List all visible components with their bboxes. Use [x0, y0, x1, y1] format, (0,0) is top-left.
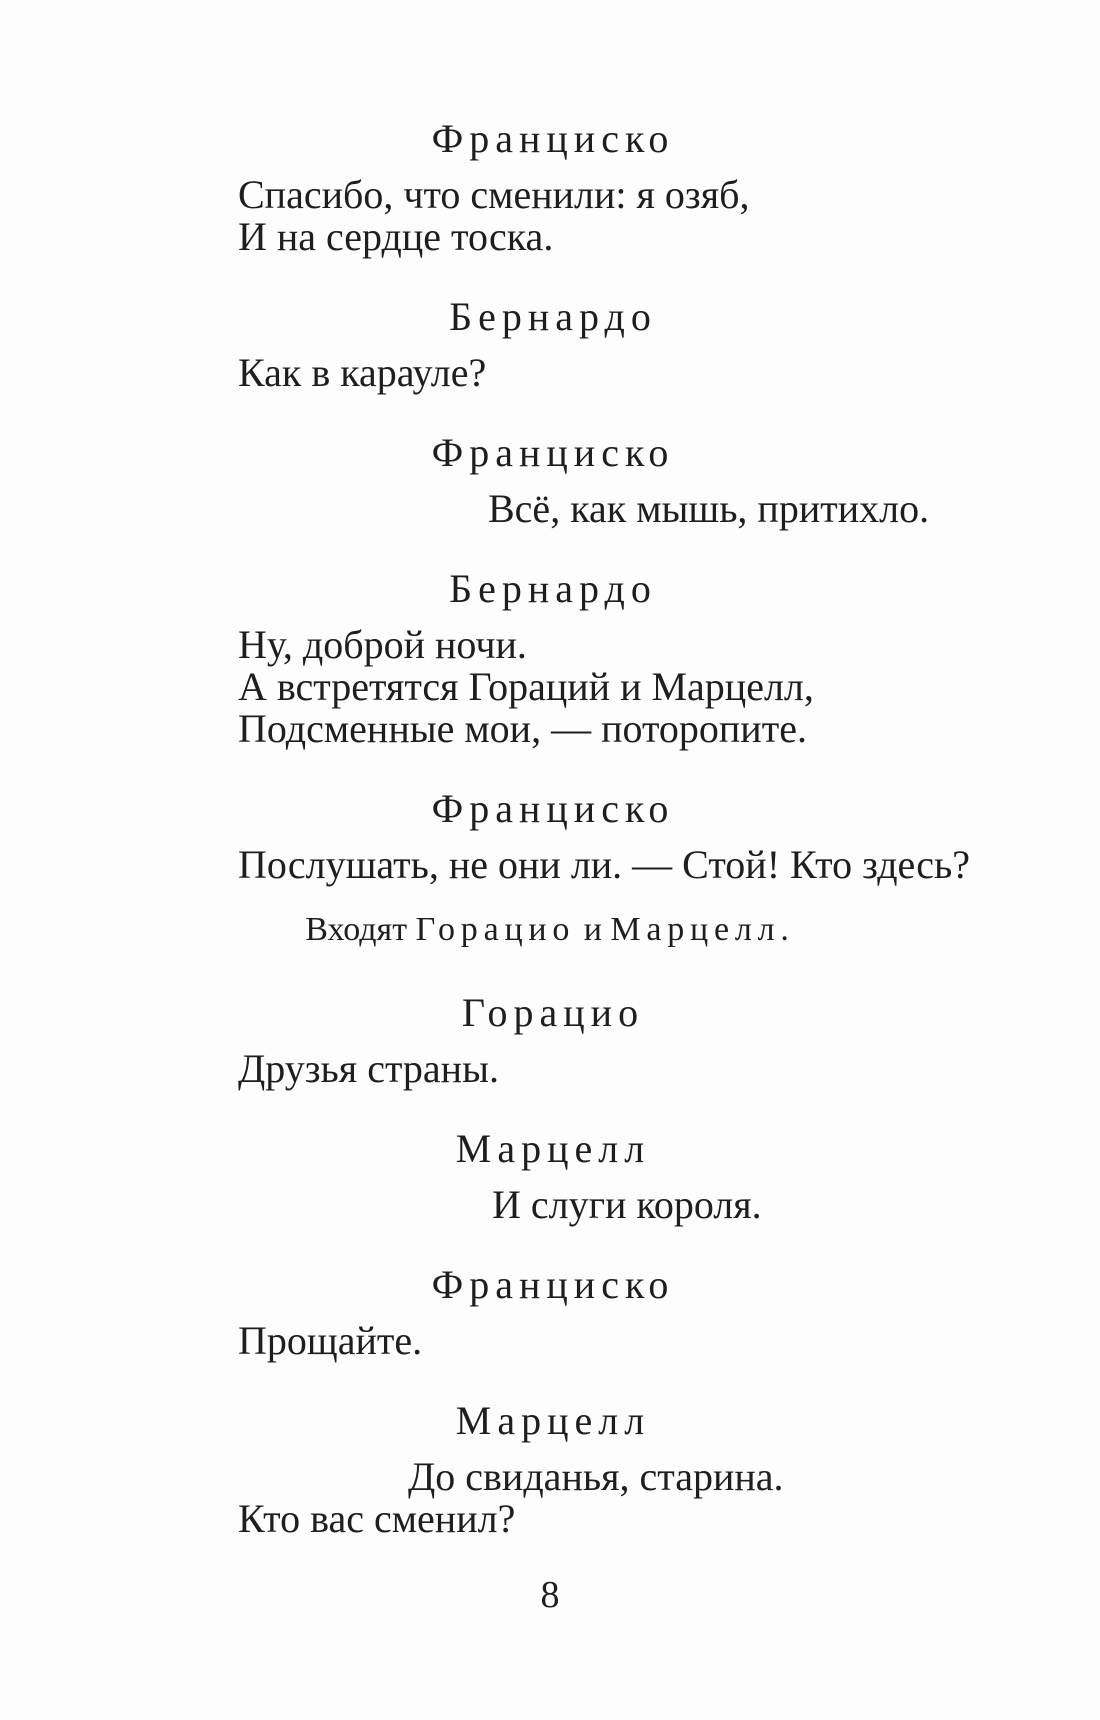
- speaker-name: Франциско: [431, 430, 675, 475]
- verse-block: [0, 1456, 1100, 1540]
- stage-text: и: [575, 911, 611, 948]
- stage-direction: [0, 910, 1100, 950]
- speaker-name: Франциско: [431, 1262, 675, 1307]
- stage-character-name: Горацио: [415, 911, 576, 948]
- verse-line: И на сердце тоска.: [238, 214, 554, 259]
- speaker-name: Франциско: [431, 116, 675, 161]
- stage-text: Входят: [305, 911, 416, 948]
- verse-line: Ну, доброй ночи.: [238, 622, 527, 667]
- verse-line: Послушать, не они ли. — Стой! Кто здесь?: [238, 842, 971, 887]
- verse-block: [0, 352, 1100, 394]
- verse-block: [0, 1320, 1100, 1362]
- speaker-name: Бернардо: [449, 566, 657, 611]
- speaker-name: Марцелл: [455, 1398, 651, 1443]
- verse-line: Подсменные мои, — поторопите.: [238, 706, 807, 751]
- verse-line: Как в карауле?: [238, 350, 487, 395]
- verse-line: Прощайте.: [238, 1318, 423, 1363]
- speaker-name: Горацио: [461, 990, 645, 1035]
- verse-block: [0, 1048, 1100, 1090]
- speaker-name: Франциско: [431, 786, 675, 831]
- verse-line: Друзья страны.: [238, 1046, 499, 1091]
- verse-line: И слуги короля.: [492, 1182, 762, 1227]
- page-number: 8: [540, 1574, 560, 1616]
- verse-block: [0, 1184, 1100, 1226]
- verse-line: До свиданья, старина.: [408, 1454, 784, 1499]
- speaker-name: Бернардо: [449, 294, 657, 339]
- verse-line: Всё, как мышь, притихло.: [488, 486, 930, 531]
- verse-block: [0, 624, 1100, 750]
- verse-line: А встретятся Гораций и Марцелл,: [238, 664, 814, 709]
- verse-line: Кто вас сменил?: [238, 1496, 516, 1541]
- verse-block: [0, 844, 1100, 886]
- verse-block: [0, 488, 1100, 530]
- stage-character-name: Марцелл.: [610, 911, 795, 948]
- verse-line: Спасибо, что сменили: я озяб,: [238, 172, 750, 217]
- speaker-name: Марцелл: [455, 1126, 651, 1171]
- verse-block: [0, 174, 1100, 258]
